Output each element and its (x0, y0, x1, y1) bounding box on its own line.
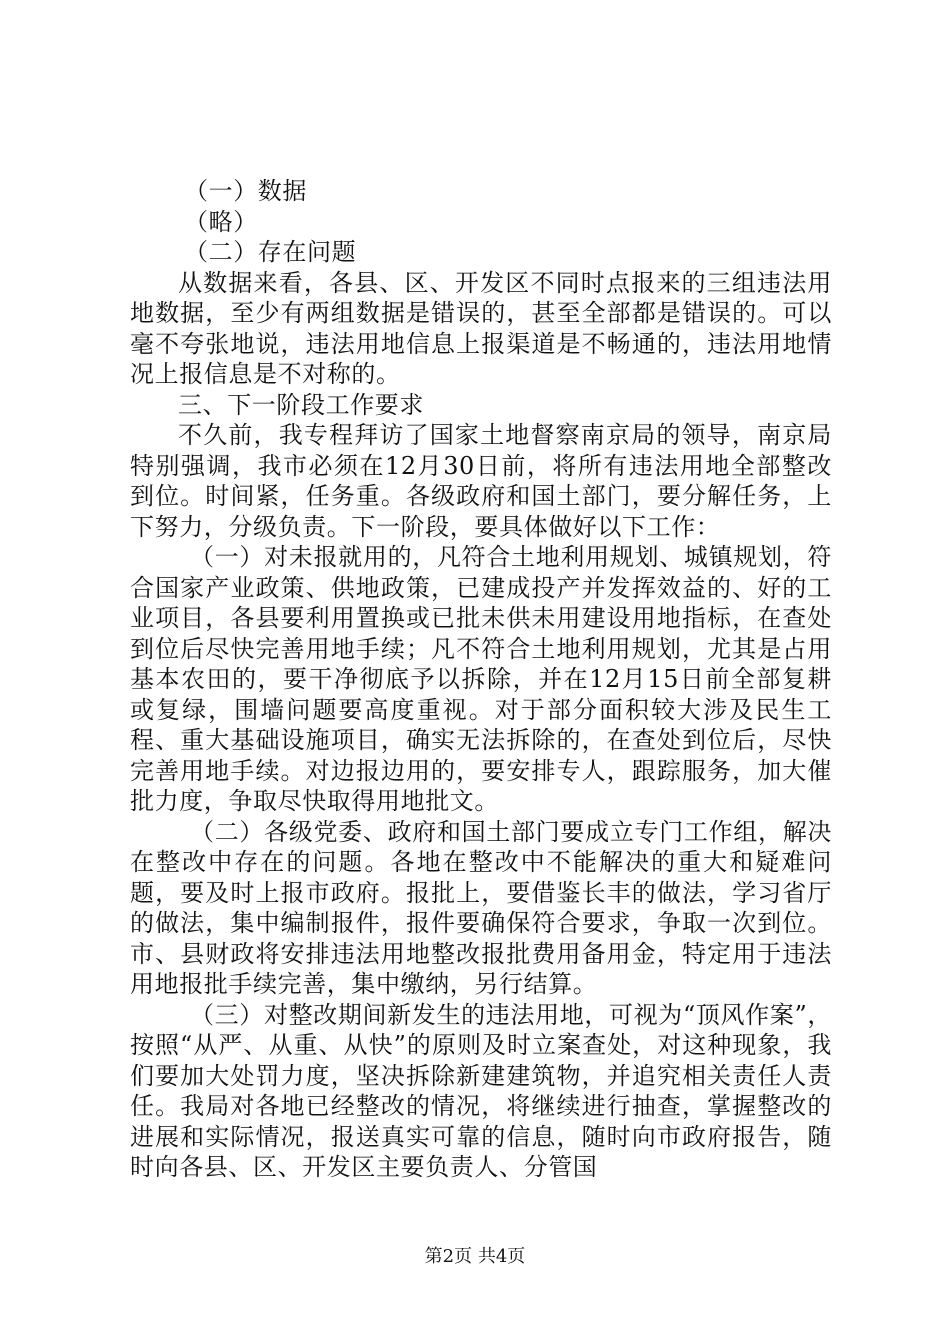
section-heading-next-steps: 三、下一阶段工作要求 (178, 390, 424, 419)
paragraph-next-steps-intro: 不久前，我专程拜访了国家土地督察南京局的领导，南京局特别强调，我市必须在12月30日前，将所有违法用地全部整改到位。时间紧，任务重。各级政府和国土部门，要分解任务，上下努力，分级负责。下一阶段，要具体做好以下工作： (130, 421, 832, 541)
page-number-footer: 第2页 共4页 (424, 1246, 526, 1267)
data-omitted-note: （略） (184, 207, 258, 236)
paragraph-problems: 从数据来看，各县、区、开发区不同时点报来的三组违法用地数据，至少有两组数据是错误的，甚至全部都是错误的。可以毫不夸张地说，违法用地信息上报渠道是不畅通的，违法用地情况上报信息是不对称的。 (130, 268, 832, 388)
paragraph-item-two: （二）各级党委、政府和国土部门要成立专门工作组，解决在整改中存在的问题。各地在整改中不能解决的重大和疑难问题，要及时上报市政府。报批上，要借鉴长丰的做法，学习省厅的做法，集中编制报件，报件要确保符合要求，争取一次到位。市、县财政将安排违法用地整改报批费用备用金，特定用于违法用地报批手续完善，集中缴纳，另行结算。 (130, 817, 832, 998)
paragraph-item-one: （一）对未报就用的，凡符合土地利用规划、城镇规划，符合国家产业政策、供地政策，已建成投产并发挥效益的、好的工业项目，各县要利用置换或已批未供未用建设用地指标，在查处到位后尽快完善用地手续；凡不符合土地利用规划，尤其是占用基本农田的，要干净彻底予以拆除，并在12月15日前全部复耕或复绿，围墙问题要高度重视。对于部分面积较大涉及民生工程、重大基础设施项目，确实无法拆除的，在查处到位后，尽快完善用地手续。对边报边用的，要安排专人，跟踪服务，加大催批力度，争取尽快取得用地批文。 (130, 543, 832, 815)
paragraph-item-three: （三）对整改期间新发生的违法用地，可视为“顶风作案”，按照“从严、从重、从快”的原则及时立案查处，对这种现象，我们要加大处罚力度，坚决拆除新建建筑物，并追究相关责任人责任。我局对各地已经整改的情况，将继续进行抽查，掌握整改的进展和实际情况，报送真实可靠的信息，随时向市政府报告，随时向各县、区、开发区主要负责人、分管国 (130, 1000, 832, 1181)
section-heading-data: （一）数据 (184, 177, 307, 205)
section-heading-problems: （二）存在问题 (184, 238, 357, 266)
document-body (130, 176, 832, 1183)
